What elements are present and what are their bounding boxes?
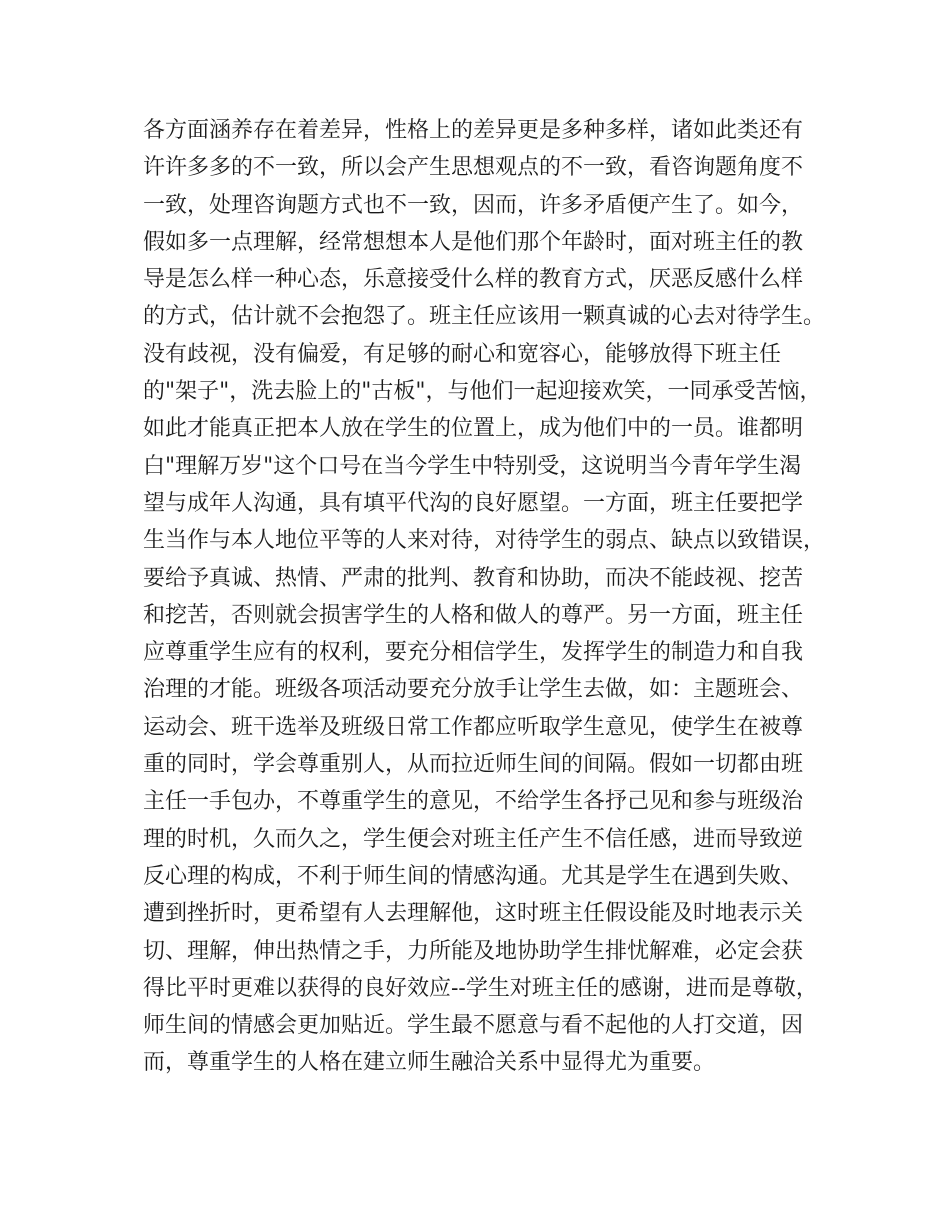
text-line: 如此才能真正把本人放在学生的位置上，成为他们中的一员。谁都明: [143, 416, 804, 442]
text-line: 白"理解万岁"这个口号在当今学生中特别受，这说明当今青年学生渴: [143, 453, 802, 479]
text-line: 遭到挫折时，更希望有人去理解他，这时班主任假设能及时地表示关: [143, 901, 804, 927]
text-line: 师生间的情感会更加贴近。学生最不愿意与看不起他的人打交道，因: [143, 1013, 804, 1039]
body-paragraph: [143, 112, 833, 1082]
text-line: 反心理的构成，不利于师生间的情感沟通。尤其是学生在遇到失败、: [143, 863, 804, 889]
text-line: 得比平时更难以获得的良好效应--学生对班主任的感谢，进而是尊敬，: [143, 975, 818, 1001]
text-line: 理的时机，久而久之，学生便会对班主任产生不信任感，进而导致逆: [143, 826, 804, 852]
text-line: 重的同时，学会尊重别人，从而拉近师生间的间隔。假如一切都由班: [143, 752, 804, 778]
text-line: 切、理解，伸出热情之手，力所能及地协助学生排忧解难，必定会获: [143, 938, 804, 964]
text-line: 望与成年人沟通，具有填平代沟的良好愿望。一方面，班主任要把学: [143, 490, 804, 516]
text-line: 的"架子"，洗去脸上的"古板"，与他们一起迎接欢笑，一同承受苦恼，: [143, 379, 822, 405]
text-line: 要给予真诚、热情、严肃的批判、教育和协助，而决不能歧视、挖苦: [143, 565, 804, 591]
text-line: 导是怎么样一种心态，乐意接受什么样的教育方式，厌恶反感什么样: [143, 267, 804, 293]
text-line: 主任一手包办，不尊重学生的意见，不给学生各抒己见和参与班级治: [143, 789, 804, 815]
text-line: 和挖苦，否则就会损害学生的人格和做人的尊严。另一方面，班主任: [143, 602, 804, 628]
text-line: 没有歧视，没有偏爱，有足够的耐心和宽容心，能够放得下班主任: [143, 341, 782, 367]
text-line: 一致，处理咨询题方式也不一致，因而，许多矛盾便产生了。如今，: [143, 192, 804, 218]
text-line: 各方面涵养存在着差异，性格上的差异更是多种多样，诸如此类还有: [143, 118, 804, 143]
text-line: 治理的才能。班级各项活动要充分放手让学生去做，如：主题班会、: [143, 677, 804, 703]
text-line: 许许多多的不一致，所以会产生思想观点的不一致，看咨询题角度不: [143, 155, 804, 181]
text-line: 生当作与本人地位平等的人来对待，对待学生的弱点、缺点以致错误，: [143, 528, 826, 554]
text-line: 假如多一点理解，经常想想本人是他们那个年龄时，面对班主任的教: [143, 229, 804, 255]
text-line: 而，尊重学生的人格在建立师生融洽关系中显得尤为重要。: [143, 1050, 716, 1076]
text-line: 的方式，估计就不会抱怨了。班主任应该用一颗真诚的心去对待学生。: [143, 304, 826, 330]
text-line: 应尊重学生应有的权利，要充分相信学生，发挥学生的制造力和自我: [143, 640, 804, 666]
text-line: 运动会、班干选举及班级日常工作都应听取学生意见，使学生在被尊: [143, 714, 804, 740]
